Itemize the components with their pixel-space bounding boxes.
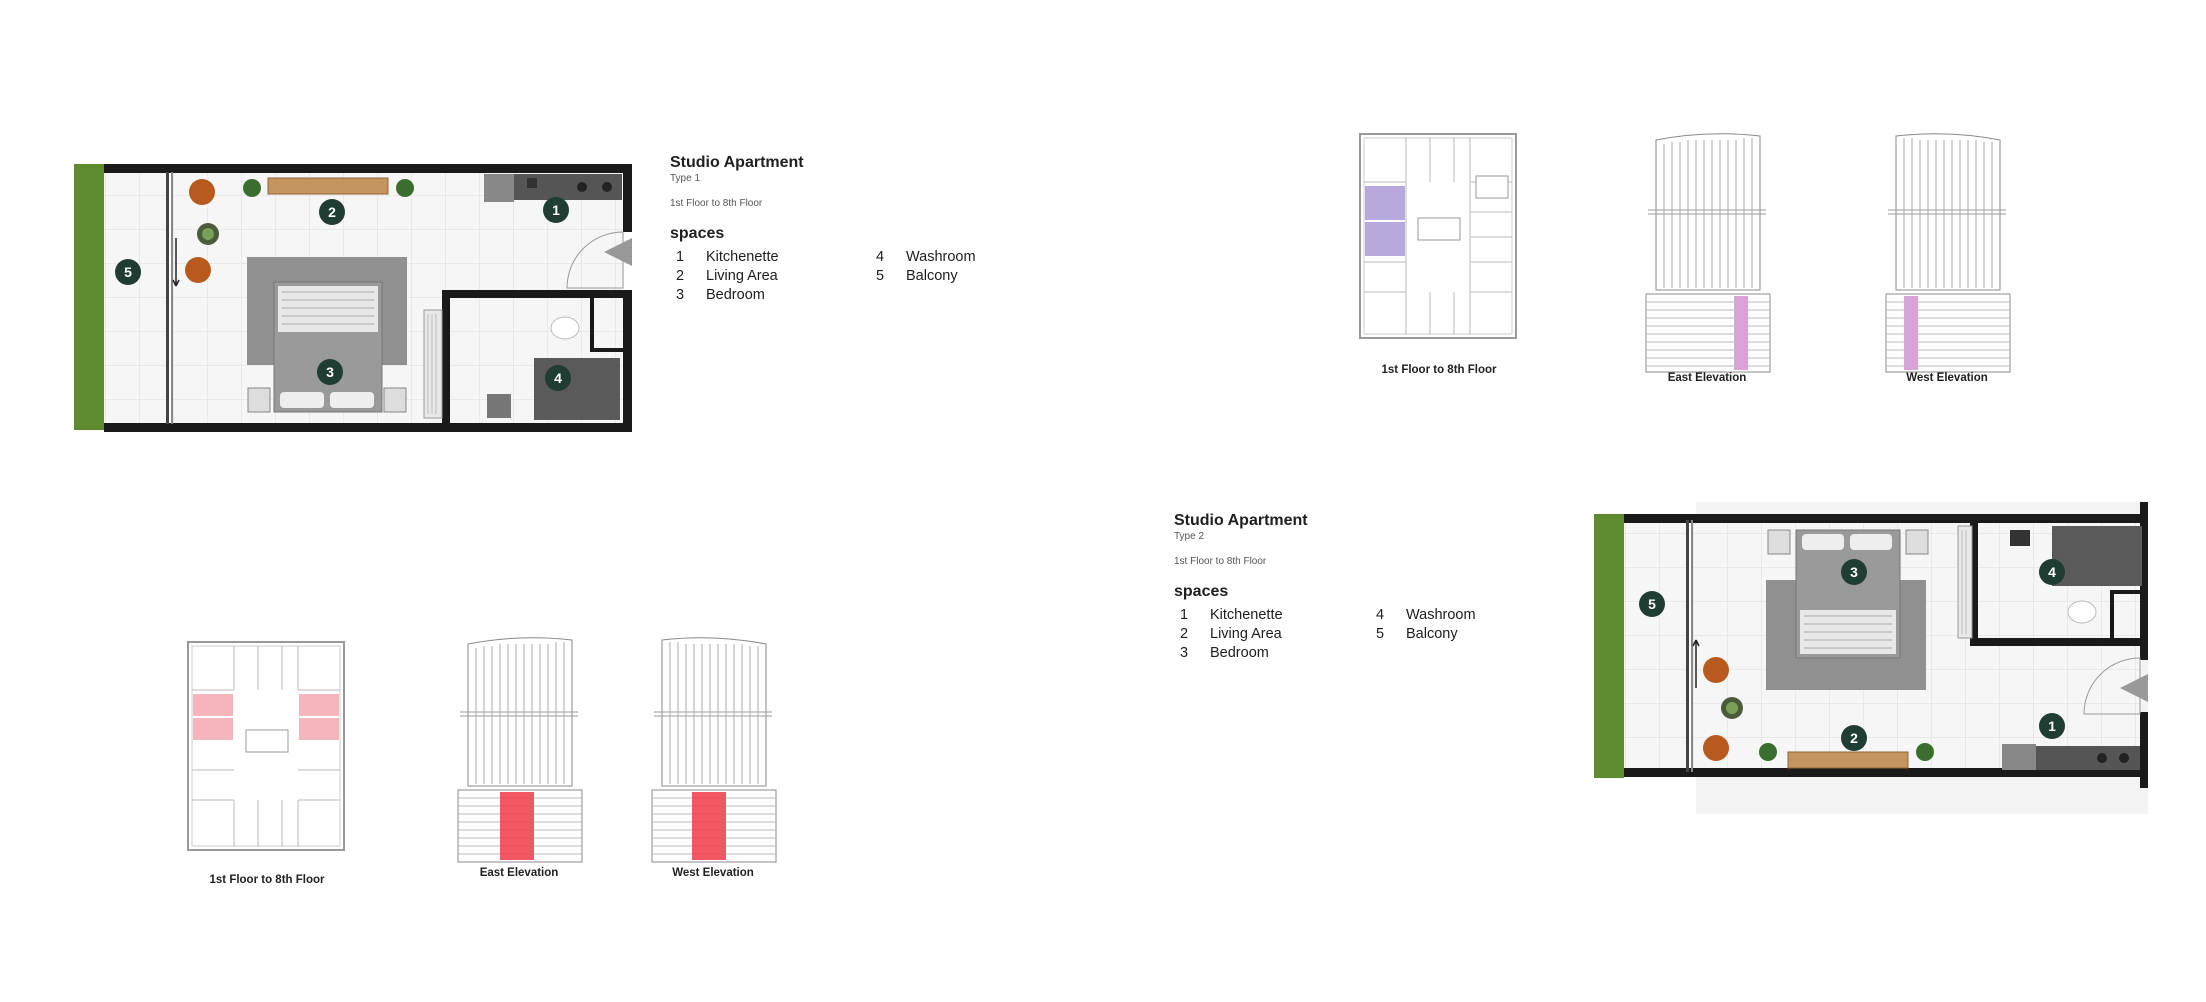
elevation-highlight (1904, 296, 1918, 370)
east-elevation-caption: East Elevation (479, 867, 559, 879)
washroom-floor (2052, 526, 2142, 586)
marker-5 (115, 259, 141, 285)
marker-1 (2039, 713, 2065, 739)
svg-text:2: 2 (328, 204, 336, 220)
west-elevation-type2 (646, 634, 780, 866)
info-type2: Studio Apartment Type 2 1st Floor to 8th Floor spaces 1 Kitchenette 2 Living Area 3 Bedroom 4 Washroom 5 Balcony (1174, 512, 1534, 607)
spaces-heading: spaces (670, 225, 725, 242)
unit-highlight (1365, 186, 1405, 220)
apartment-title: Studio Apartment (670, 154, 804, 171)
apartment-type: Type 2 (1174, 531, 1205, 542)
marker-2 (1841, 725, 1867, 751)
elevation-highlight (1734, 296, 1748, 370)
apartment-floors: 1st Floor to 8th Floor (1174, 556, 1267, 567)
key-plan-type1 (1358, 132, 1520, 342)
svg-text:3: 3 (1850, 564, 1858, 580)
marker-3 (317, 359, 343, 385)
west-elevation-caption: West Elevation (1906, 372, 1988, 384)
grass-strip (74, 164, 104, 430)
floor-plan-type2 (1592, 500, 2158, 816)
svg-text:1: 1 (552, 202, 560, 218)
balcony-floor (104, 172, 168, 424)
elevation-highlight (692, 792, 726, 860)
svg-text:3: 3 (326, 364, 334, 380)
unit-highlight (193, 694, 233, 716)
east-elevation-type1 (1640, 130, 1774, 376)
grass-strip (1594, 514, 1624, 778)
east-elevation-caption: East Elevation (1667, 372, 1747, 384)
apartment-title: Studio Apartment (1174, 512, 1308, 529)
west-elevation-type1 (1880, 130, 2014, 376)
apartment-floors: 1st Floor to 8th Floor (670, 198, 763, 209)
elevation-highlight (500, 792, 534, 860)
spaces-heading: spaces (1174, 583, 1229, 600)
key-plan-caption: 1st Floor to 8th Floor (209, 874, 325, 886)
east-elevation-type2 (452, 634, 586, 866)
svg-text:1: 1 (2048, 718, 2056, 734)
svg-text:4: 4 (2048, 564, 2056, 580)
marker-4 (545, 365, 571, 391)
info-type1: Studio Apartment Type 1 1st Floor to 8th Floor spaces 1 Kitchenette 2 Living Area 3 Bedroom 4 Washroom 5 Balcony (670, 154, 1030, 249)
svg-text:2: 2 (1850, 730, 1858, 746)
svg-text:5: 5 (124, 264, 132, 280)
svg-text:4: 4 (554, 370, 562, 386)
key-plan-caption: 1st Floor to 8th Floor (1381, 364, 1497, 376)
marker-3 (1841, 559, 1867, 585)
apartment-type: Type 1 (670, 173, 701, 184)
svg-text:5: 5 (1648, 596, 1656, 612)
marker-5 (1639, 591, 1665, 617)
marker-1 (543, 197, 569, 223)
washroom-floor (534, 358, 620, 420)
key-plan-type2 (186, 640, 348, 852)
floor-plan-type1 (72, 162, 642, 432)
balcony-floor (1624, 520, 1688, 772)
marker-4 (2039, 559, 2065, 585)
west-elevation-caption: West Elevation (672, 867, 754, 879)
marker-2 (319, 199, 345, 225)
